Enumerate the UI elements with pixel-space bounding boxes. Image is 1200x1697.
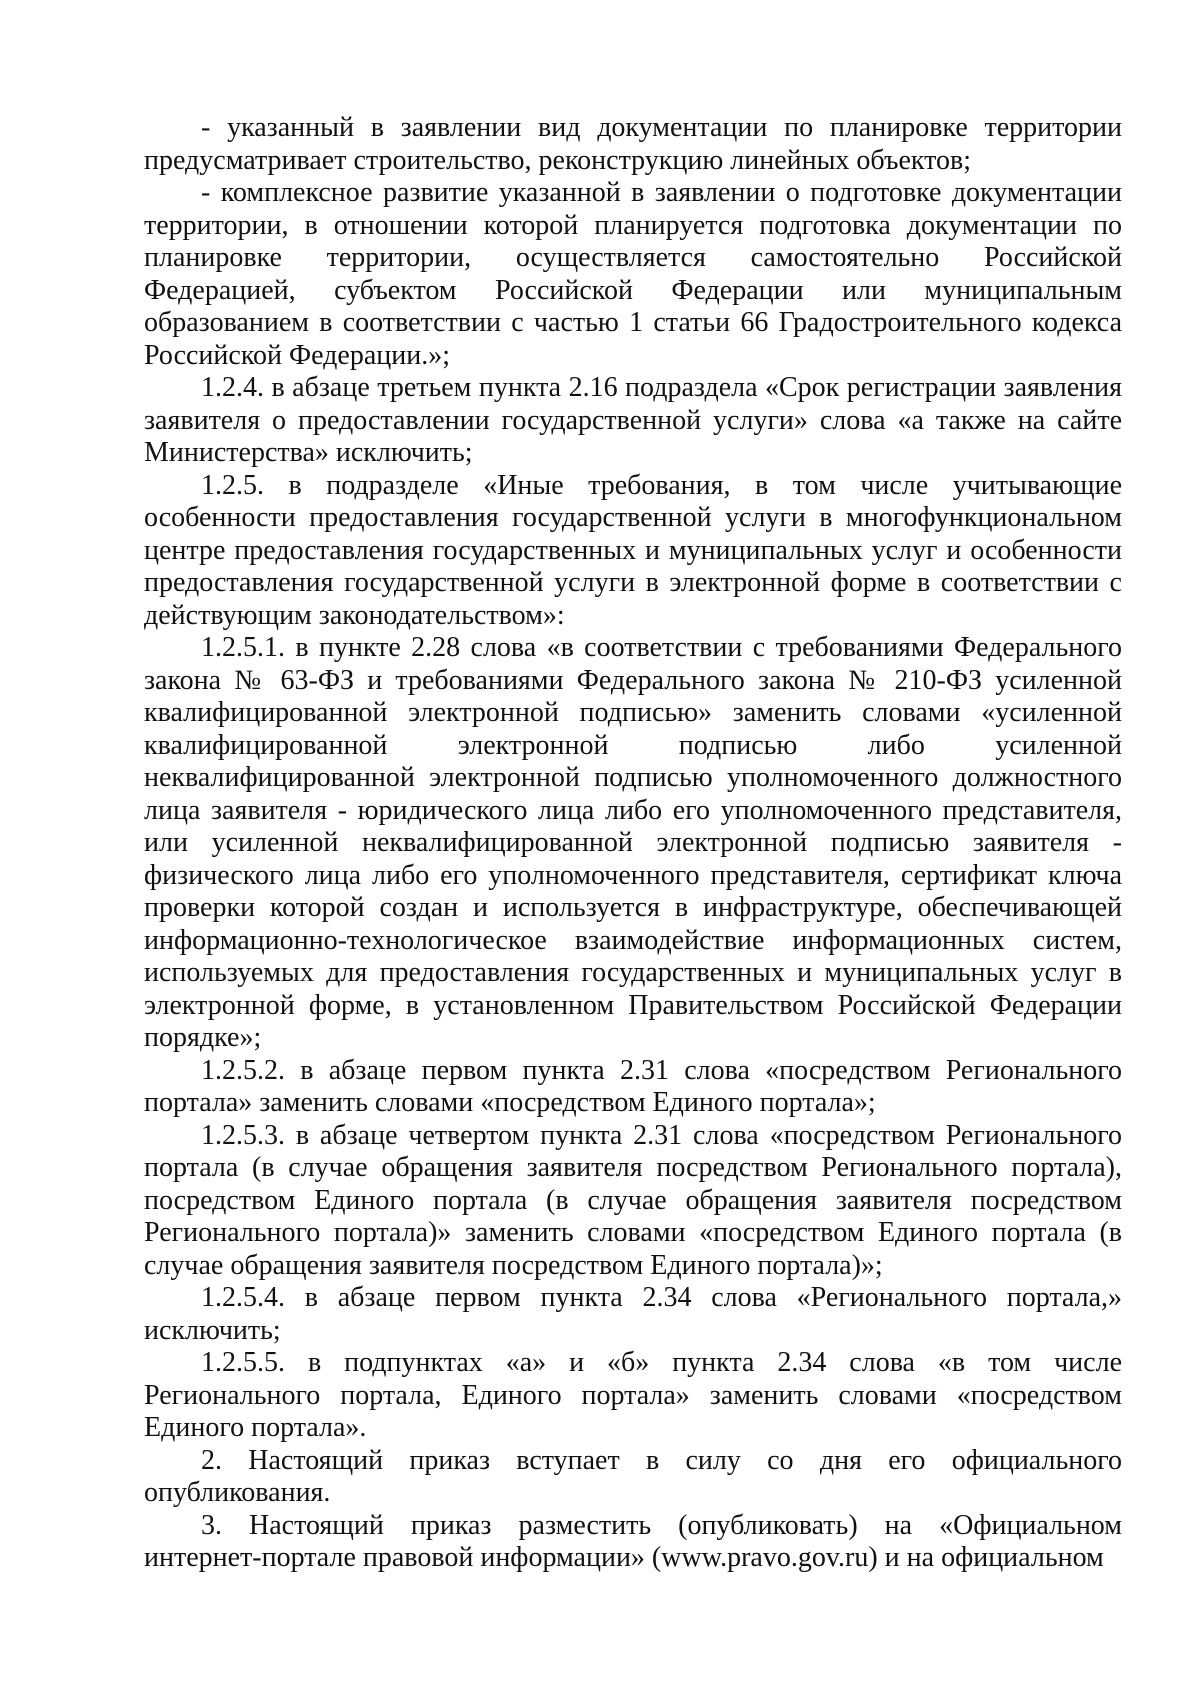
document-body (144, 112, 1122, 1575)
paragraph-1-2-5-1: 1.2.5.1. в пункте 2.28 слова «в соответствии с требованиями Федерального закона № 63-ФЗ и требованиями Федерального закона № 210-ФЗ усиленной квалифицированной электронной подписью» заменить словами «усиленной квалифицированной электронной подписью либо усиленной неквалифицированной электронной подписью уполномоченного должностного лица заявителя - юридического лица либо его уполномоченного представителя, или усиленной неквалифицированной электронной подписью заявителя - физического лица либо его уполномоченного представителя, сертификат ключа проверки которой создан и используется в инфраструктуре, обеспечивающей информационно-технологическое взаимодействие информационных систем, используемых для предоставления государственных и муниципальных услуг в электронной форме, в установленном Правительством Российской Федерации порядке»; (144, 632, 1122, 1053)
paragraph-complex-development: - комплексное развитие указанной в заявлении о подготовке документации территории, в отношении которой планируется подготовка документации по планировке территории, осуществляется самостоятельно Российской Федерацией, субъектом Российской Федерации или муниципальным образованием в соответствии с частью 1 статьи 66 Градостроительного кодекса Российской Федерации.»; (144, 177, 1122, 371)
paragraph-1-2-5-3: 1.2.5.3. в абзаце четвертом пункта 2.31 слова «посредством Регионального портала (в случае обращения заявителя посредством Регионального портала), посредством Единого портала (в случае обращения заявителя посредством Регионального портала)» заменить словами «посредством Единого портала (в случае обращения заявителя посредством Единого портала)»; (144, 1119, 1122, 1281)
paragraph-1-2-5: 1.2.5. в подразделе «Иные требования, в том числе учитывающие особенности предоставления государственной услуги в многофункциональном центре предоставления государственных и муниципальных услуг и особенности предоставления государственной услуги в электронной форме в соответствии с действующим законодательством»: (144, 469, 1122, 631)
paragraph-1-2-5-4: 1.2.5.4. в абзаце первом пункта 2.34 слова «Регионального портала,» исключить; (144, 1282, 1122, 1346)
paragraph-2-effective-date: 2. Настоящий приказ вступает в силу со дня его официального опубликования. (144, 1444, 1122, 1508)
paragraph-1-2-5-5: 1.2.5.5. в подпунктах «а» и «б» пункта 2.34 слова «в том числе Регионального портала, Единого портала» заменить словами «посредством Единого портала». (144, 1347, 1122, 1443)
paragraph-linear-objects: - указанный в заявлении вид документации по планировке территории предусматривает строительство, реконструкцию линейных объектов; (144, 112, 1122, 176)
paragraph-1-2-4: 1.2.4. в абзаце третьем пункта 2.16 подраздела «Срок регистрации заявления заявителя о предоставлении государственной услуги» слова «а также на сайте Министерства» исключить; (144, 372, 1122, 468)
paragraph-1-2-5-2: 1.2.5.2. в абзаце первом пункта 2.31 слова «посредством Регионального портала» заменить словами «посредством Единого портала»; (144, 1054, 1122, 1118)
paragraph-3-publication: 3. Настоящий приказ разместить (опубликовать) на «Официальном интернет-портале правовой информации» (www.pravo.gov.ru) и на официальном (144, 1509, 1122, 1573)
